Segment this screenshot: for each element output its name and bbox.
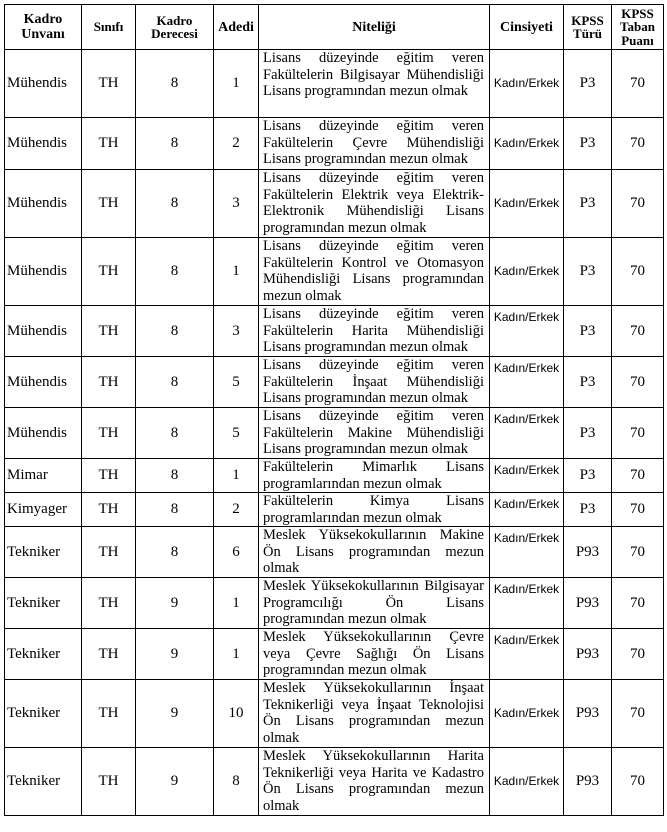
header-adedi: Adedi	[214, 5, 259, 50]
cell-kadro-unvani: Tekniker	[5, 748, 82, 816]
cell-sinifi: TH	[82, 118, 136, 170]
cell-kpss-turu: P93	[564, 629, 612, 680]
cell-adedi: 8	[214, 748, 259, 816]
cell-cinsiyeti: Kadın/Erkek	[490, 118, 564, 170]
table-row	[5, 118, 664, 170]
cell-kpss-taban-puani: 70	[612, 238, 664, 306]
header-niteligi: Niteliği	[259, 5, 490, 50]
cell-cinsiyeti: Kadın/Erkek	[490, 748, 564, 816]
cell-kpss-turu: P93	[564, 578, 612, 629]
kadro-table	[4, 4, 664, 816]
cell-sinifi: TH	[82, 629, 136, 680]
cell-cinsiyeti: Kadın/Erkek	[490, 238, 564, 306]
cell-niteligi: Fakültelerin Kimya Lisans programlarından mezun olmak	[259, 493, 490, 527]
cell-kpss-turu: P3	[564, 238, 612, 306]
cell-kadro-derecesi: 9	[136, 748, 214, 816]
cell-kadro-unvani: Tekniker	[5, 629, 82, 680]
table-row	[5, 170, 664, 238]
cell-cinsiyeti: Kadın/Erkek	[490, 680, 564, 748]
table-row	[5, 629, 664, 680]
cell-sinifi: TH	[82, 50, 136, 118]
cell-kpss-taban-puani: 70	[612, 170, 664, 238]
cell-kpss-taban-puani: 70	[612, 493, 664, 527]
cell-kadro-unvani: Mühendis	[5, 238, 82, 306]
cell-kpss-turu: P3	[564, 170, 612, 238]
cell-adedi: 2	[214, 118, 259, 170]
cell-kpss-turu: P3	[564, 459, 612, 493]
cell-kadro-unvani: Mühendis	[5, 357, 82, 408]
header-kadro-unvani: Kadro Unvanı	[5, 5, 82, 50]
cell-kpss-turu: P93	[564, 748, 612, 816]
cell-sinifi: TH	[82, 238, 136, 306]
header-sinifi: Sınıfı	[82, 5, 136, 50]
cell-niteligi: Lisans düzeyinde eğitim veren Fakültelerin Kontrol ve Otomasyon Mühendisliği Lisans programından mezun olmak	[259, 238, 490, 306]
cell-adedi: 6	[214, 527, 259, 578]
cell-niteligi: Meslek Yüksekokullarının Çevre veya Çevre Sağlığı Ön Lisans programından mezun olmak	[259, 629, 490, 680]
cell-kadro-derecesi: 8	[136, 408, 214, 459]
cell-kpss-taban-puani: 70	[612, 459, 664, 493]
cell-kpss-turu: P93	[564, 527, 612, 578]
cell-kadro-unvani: Kimyager	[5, 493, 82, 527]
cell-kpss-taban-puani: 70	[612, 50, 664, 118]
cell-niteligi: Lisans düzeyinde eğitim veren Fakültelerin Elektrik veya Elektrik-Elektronik Mühendisliği Lisans programından mezun olmak	[259, 170, 490, 238]
cell-niteligi: Fakültelerin Mimarlık Lisans programlarından mezun olmak	[259, 459, 490, 493]
cell-sinifi: TH	[82, 680, 136, 748]
table-row	[5, 306, 664, 357]
cell-cinsiyeti: Kadın/Erkek	[490, 408, 564, 459]
cell-cinsiyeti: Kadın/Erkek	[490, 459, 564, 493]
table-row	[5, 238, 664, 306]
cell-adedi: 1	[214, 629, 259, 680]
cell-kadro-derecesi: 8	[136, 527, 214, 578]
cell-sinifi: TH	[82, 170, 136, 238]
cell-kadro-derecesi: 8	[136, 50, 214, 118]
cell-kpss-turu: P3	[564, 357, 612, 408]
cell-kadro-unvani: Mühendis	[5, 170, 82, 238]
cell-kpss-turu: P3	[564, 50, 612, 118]
header-kpss-taban-puani: KPSS Taban Puanı	[612, 5, 664, 50]
cell-kadro-unvani: Mühendis	[5, 408, 82, 459]
cell-kpss-taban-puani: 70	[612, 680, 664, 748]
cell-adedi: 5	[214, 408, 259, 459]
cell-adedi: 2	[214, 493, 259, 527]
cell-sinifi: TH	[82, 459, 136, 493]
cell-kadro-unvani: Tekniker	[5, 680, 82, 748]
header-cinsiyeti: Cinsiyeti	[490, 5, 564, 50]
cell-niteligi: Meslek Yüksekokullarının Makine Ön Lisans programından mezun olmak	[259, 527, 490, 578]
cell-niteligi: Meslek Yüksekokullarının İnşaat Teknikerliği veya İnşaat Teknolojisi Ön Lisans programından mezun olmak	[259, 680, 490, 748]
cell-sinifi: TH	[82, 748, 136, 816]
cell-kadro-unvani: Mimar	[5, 459, 82, 493]
cell-sinifi: TH	[82, 578, 136, 629]
table-row	[5, 680, 664, 748]
cell-sinifi: TH	[82, 527, 136, 578]
cell-cinsiyeti: Kadın/Erkek	[490, 50, 564, 118]
cell-adedi: 1	[214, 459, 259, 493]
cell-kadro-derecesi: 9	[136, 680, 214, 748]
table-row	[5, 578, 664, 629]
cell-kpss-taban-puani: 70	[612, 629, 664, 680]
cell-kpss-taban-puani: 70	[612, 118, 664, 170]
cell-kadro-derecesi: 9	[136, 629, 214, 680]
cell-kpss-turu: P3	[564, 118, 612, 170]
cell-niteligi: Meslek Yüksekokullarının Harita Teknikerliği veya Harita ve Kadastro Ön Lisans programından mezun olmak	[259, 748, 490, 816]
cell-niteligi: Lisans düzeyinde eğitim veren Fakültelerin Bilgisayar Mühendisliği Lisans programından mezun olmak	[259, 50, 490, 118]
cell-kadro-derecesi: 8	[136, 238, 214, 306]
cell-kadro-unvani: Mühendis	[5, 118, 82, 170]
cell-cinsiyeti: Kadın/Erkek	[490, 578, 564, 629]
cell-cinsiyeti: Kadın/Erkek	[490, 629, 564, 680]
cell-kadro-derecesi: 8	[136, 306, 214, 357]
cell-adedi: 3	[214, 306, 259, 357]
cell-kpss-turu: P3	[564, 306, 612, 357]
cell-niteligi: Meslek Yüksekokullarının Bilgisayar Programcılığı Ön Lisans programından mezun olmak	[259, 578, 490, 629]
header-kadro-derecesi: Kadro Derecesi	[136, 5, 214, 50]
cell-sinifi: TH	[82, 408, 136, 459]
cell-kpss-taban-puani: 70	[612, 306, 664, 357]
cell-adedi: 1	[214, 578, 259, 629]
cell-sinifi: TH	[82, 357, 136, 408]
cell-kpss-taban-puani: 70	[612, 578, 664, 629]
cell-kadro-derecesi: 8	[136, 118, 214, 170]
cell-kpss-turu: P3	[564, 408, 612, 459]
cell-niteligi: Lisans düzeyinde eğitim veren Fakültelerin Makine Mühendisliği Lisans programından mezun olmak	[259, 408, 490, 459]
table-row	[5, 459, 664, 493]
cell-kpss-taban-puani: 70	[612, 527, 664, 578]
cell-kadro-unvani: Mühendis	[5, 306, 82, 357]
table-header-row	[5, 5, 664, 50]
cell-kadro-derecesi: 9	[136, 578, 214, 629]
cell-niteligi: Lisans düzeyinde eğitim veren Fakültelerin Harita Mühendisliği Lisans programından mezun olmak	[259, 306, 490, 357]
cell-kpss-taban-puani: 70	[612, 357, 664, 408]
cell-niteligi: Lisans düzeyinde eğitim veren Fakültelerin İnşaat Mühendisliği Lisans programından mezun olmak	[259, 357, 490, 408]
cell-kadro-derecesi: 8	[136, 170, 214, 238]
table-row	[5, 748, 664, 816]
cell-kpss-taban-puani: 70	[612, 748, 664, 816]
cell-adedi: 1	[214, 238, 259, 306]
cell-kadro-unvani: Tekniker	[5, 527, 82, 578]
header-kpss-turu: KPSS Türü	[564, 5, 612, 50]
table-row	[5, 527, 664, 578]
cell-adedi: 1	[214, 50, 259, 118]
table-row	[5, 493, 664, 527]
cell-kadro-derecesi: 8	[136, 493, 214, 527]
cell-adedi: 3	[214, 170, 259, 238]
cell-kpss-taban-puani: 70	[612, 408, 664, 459]
cell-kadro-unvani: Tekniker	[5, 578, 82, 629]
cell-adedi: 5	[214, 357, 259, 408]
cell-kpss-turu: P3	[564, 493, 612, 527]
cell-adedi: 10	[214, 680, 259, 748]
cell-niteligi: Lisans düzeyinde eğitim veren Fakültelerin Çevre Mühendisliği Lisans programından mezun olmak	[259, 118, 490, 170]
table-row	[5, 50, 664, 118]
cell-kadro-derecesi: 8	[136, 459, 214, 493]
cell-kadro-unvani: Mühendis	[5, 50, 82, 118]
cell-cinsiyeti: Kadın/Erkek	[490, 306, 564, 357]
cell-cinsiyeti: Kadın/Erkek	[490, 170, 564, 238]
cell-sinifi: TH	[82, 306, 136, 357]
table-row	[5, 357, 664, 408]
table-row	[5, 408, 664, 459]
cell-cinsiyeti: Kadın/Erkek	[490, 493, 564, 527]
cell-cinsiyeti: Kadın/Erkek	[490, 357, 564, 408]
cell-kpss-turu: P93	[564, 680, 612, 748]
cell-kadro-derecesi: 8	[136, 357, 214, 408]
cell-sinifi: TH	[82, 493, 136, 527]
cell-cinsiyeti: Kadın/Erkek	[490, 527, 564, 578]
